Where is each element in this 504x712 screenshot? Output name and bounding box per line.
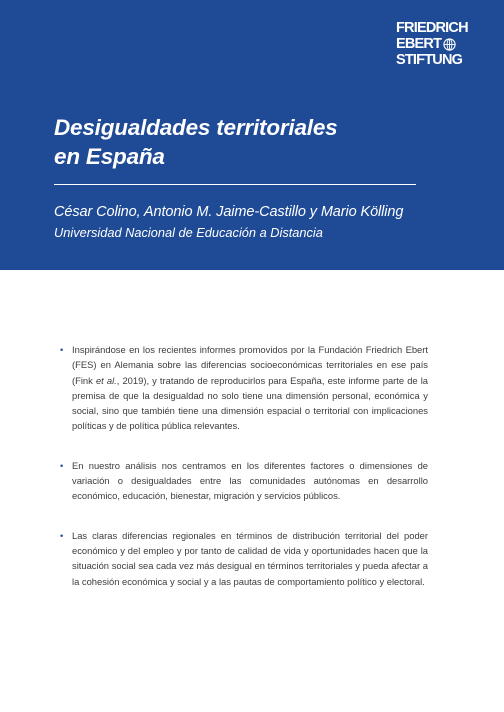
logo-line-3: STIFTUNG bbox=[396, 52, 463, 68]
logo-line-2 bbox=[396, 36, 484, 52]
logo-line-1: FRIEDRICH bbox=[396, 20, 468, 36]
bullet-dot: • bbox=[60, 459, 64, 471]
bullet-1-text-start: Inspirándose en los recientes informes promovidos por la Fundación Friedrich Ebert (FES) en Alemania sobre las diferencias socioeconómicas territoriales en ese país (Fink bbox=[72, 344, 428, 386]
cover-header bbox=[0, 0, 504, 270]
fes-logo[interactable] bbox=[396, 20, 484, 68]
title-line-1: Desigualdades territoriales bbox=[54, 115, 338, 140]
institution: Universidad Nacional de Educación a Distancia bbox=[54, 225, 323, 240]
document-title bbox=[54, 113, 434, 171]
summary-bullet-2 bbox=[60, 458, 428, 504]
bullet-2-text: En nuestro análisis nos centramos en los diferentes factores o dimensiones de variación o desigualdades entre las comunidades autónomas en desarrollo económico, educación, bienestar, migración y servicios públicos. bbox=[72, 459, 428, 502]
summary-list bbox=[60, 342, 428, 613]
globe-icon bbox=[443, 38, 456, 51]
authors: César Colino, Antonio M. Jaime-Castillo y Mario Kölling bbox=[54, 204, 404, 220]
bullet-dot: • bbox=[60, 529, 64, 541]
title-line-2: en España bbox=[54, 144, 165, 169]
logo-line-2-text: EBERT bbox=[396, 36, 442, 52]
summary-bullet-1 bbox=[60, 342, 428, 434]
bullet-dot: • bbox=[60, 344, 64, 355]
bullet-1-citation: et al. bbox=[95, 374, 117, 386]
title-divider bbox=[54, 184, 416, 185]
bullet-1-text-end: , 2019), y tratando de reproducirlos para España, este informe parte de la premisa de que la desigualdad no solo tiene una dimensión personal, económica y social, sino que también tiene una dimensión espacial o territorial con implicaciones políticas y de política pública relevantes. bbox=[72, 374, 429, 432]
summary-bullet-3 bbox=[60, 528, 428, 589]
bullet-3-text: Las claras diferencias regionales en términos de distribución territorial del poder económico y del empleo y por tanto de calidad de vida y oportunidades hacen que la situación social sea cada vez más desigual en términos territoriales y pueda afectar a la cohesión económica y social y a las pautas de comportamiento político y electoral. bbox=[72, 529, 428, 587]
